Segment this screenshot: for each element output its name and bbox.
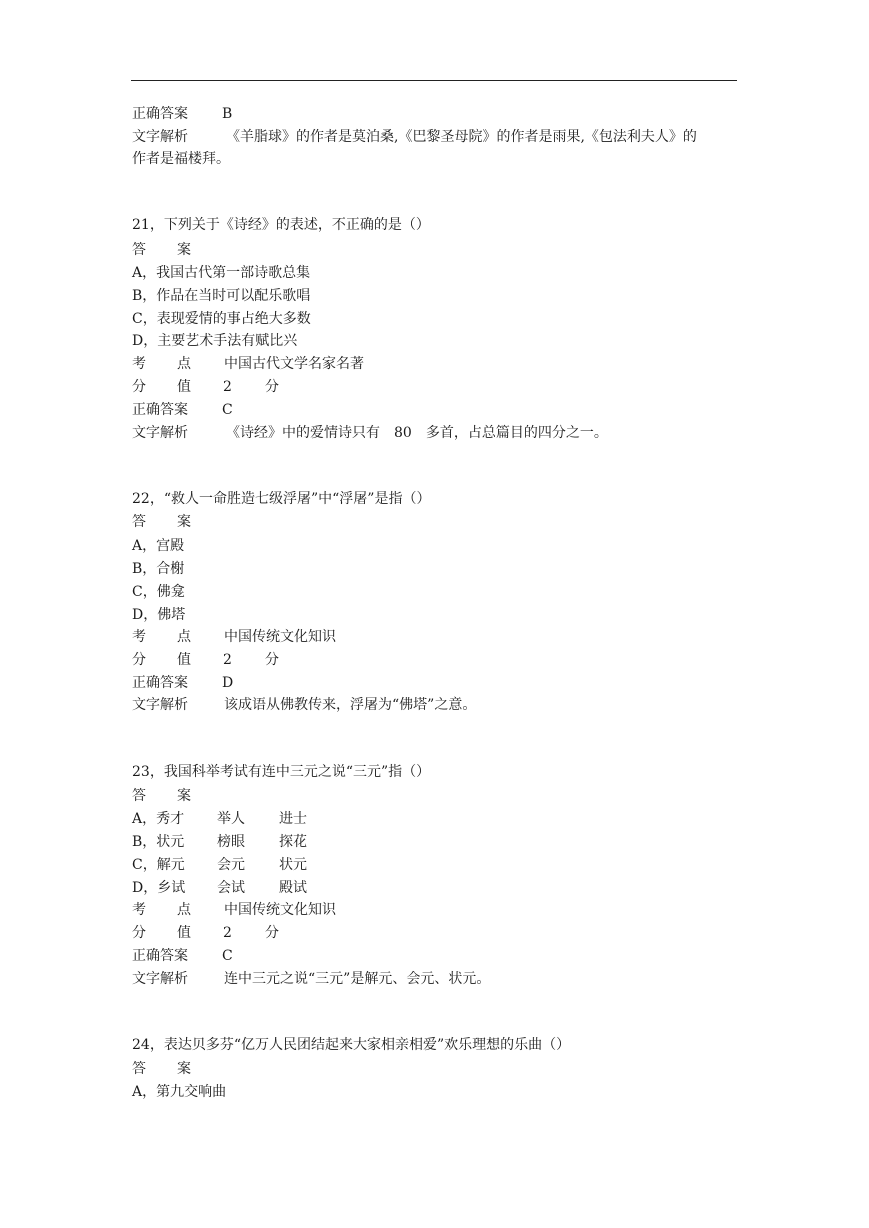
- question-22-option-c: C，佛龛: [132, 584, 185, 600]
- answer-header-b: 案: [177, 514, 191, 530]
- question-24-option-a: A，第九交响曲: [132, 1084, 227, 1100]
- answer-header-a: 答: [132, 242, 146, 258]
- question-21-knowledge-point: [132, 354, 364, 374]
- option-col-2: 榜眼: [217, 834, 245, 850]
- question-22-correct: [132, 673, 234, 693]
- option-col-2: 会试: [217, 880, 245, 896]
- explain-text: 《诗经》中的爱情诗只有 80 多首，占总篇目的四分之一。: [226, 425, 608, 441]
- kp-label-b: 点: [177, 902, 191, 918]
- prev-explain-label: 文字解析: [132, 129, 188, 145]
- question-23-knowledge-point: [132, 900, 336, 920]
- score-unit: 分: [265, 652, 279, 668]
- correct-label: 正确答案: [132, 948, 188, 964]
- correct-value: C: [222, 402, 233, 418]
- score-label-a: 分: [132, 925, 146, 941]
- question-21-explain: [132, 423, 608, 443]
- question-22-option-d: D，佛塔: [132, 607, 186, 623]
- score-label-a: 分: [132, 379, 146, 395]
- question-22-option-b: B，合榭: [132, 561, 185, 577]
- question-22-option-a: A，宫殿: [132, 538, 185, 554]
- question-21-option-a: A，我国古代第一部诗歌总集: [132, 265, 311, 281]
- question-24-title: 24，表达贝多芬“亿万人民团结起来大家相亲相爱”欢乐理想的乐曲（）: [132, 1037, 571, 1053]
- kp-label-a: 考: [132, 902, 146, 918]
- score-number: 2: [223, 925, 232, 941]
- question-23-option-b: [132, 832, 307, 852]
- question-21-option-c: C，表现爱情的事占绝大多数: [132, 311, 311, 327]
- score-label-b: 值: [177, 925, 191, 941]
- explain-label: 文字解析: [132, 425, 188, 441]
- question-21-correct: [132, 400, 233, 420]
- question-22-title: 22，“救人一命胜造七级浮屠”中“浮屠”是指（）: [132, 491, 431, 507]
- score-unit: 分: [265, 379, 279, 395]
- prev-answer-row: [132, 104, 233, 124]
- kp-label-b: 点: [177, 629, 191, 645]
- correct-value: C: [222, 948, 233, 964]
- score-unit: 分: [265, 925, 279, 941]
- score-number: 2: [223, 652, 232, 668]
- option-col-3: 探花: [279, 834, 307, 850]
- kp-label-b: 点: [177, 356, 191, 372]
- question-23-option-a: [132, 809, 307, 829]
- explain-label: 文字解析: [132, 971, 188, 987]
- question-23-score: [132, 923, 279, 943]
- question-23-answer-header: [132, 786, 191, 806]
- score-label-b: 值: [177, 652, 191, 668]
- question-24-answer-header: [132, 1059, 191, 1079]
- prev-answer-label: 正确答案: [132, 106, 188, 122]
- score-label-a: 分: [132, 652, 146, 668]
- kp-value: 中国古代文学名家名著: [224, 356, 364, 372]
- explain-text: 连中三元之说“三元”是解元、会元、状元。: [224, 971, 491, 987]
- option-col-3: 状元: [279, 857, 307, 873]
- question-22-knowledge-point: [132, 627, 336, 647]
- question-23-option-d: [132, 878, 307, 898]
- question-22-score: [132, 650, 279, 670]
- prev-explain-cont: 作者是福楼拜。: [132, 151, 230, 167]
- question-22-answer-header: [132, 512, 191, 532]
- kp-value: 中国传统文化知识: [224, 902, 336, 918]
- question-23-option-c: [132, 855, 307, 875]
- answer-header-b: 案: [177, 788, 191, 804]
- prev-answer-value: B: [222, 106, 233, 122]
- kp-value: 中国传统文化知识: [224, 629, 336, 645]
- correct-value: D: [222, 675, 234, 691]
- correct-label: 正确答案: [132, 675, 188, 691]
- question-23-title: 23，我国科举考试有连中三元之说“三元”指（）: [132, 764, 431, 780]
- question-21-title: 21，下列关于《诗经》的表述，不正确的是（）: [132, 217, 430, 233]
- question-21-answer-header: [132, 240, 191, 260]
- answer-header-a: 答: [132, 514, 146, 530]
- kp-label-a: 考: [132, 629, 146, 645]
- kp-label-a: 考: [132, 356, 146, 372]
- answer-header-b: 案: [177, 1061, 191, 1077]
- header-rule: [131, 80, 737, 81]
- option-col-1: C，解元: [132, 857, 185, 873]
- answer-header-a: 答: [132, 1061, 146, 1077]
- explain-label: 文字解析: [132, 697, 188, 713]
- option-col-3: 殿试: [279, 880, 307, 896]
- explain-text: 该成语从佛教传来，浮屠为“佛塔”之意。: [224, 697, 477, 713]
- answer-header-b: 案: [177, 242, 191, 258]
- option-col-2: 举人: [217, 811, 245, 827]
- question-21-score: [132, 377, 279, 397]
- option-col-1: B，状元: [132, 834, 185, 850]
- question-23-correct: [132, 946, 233, 966]
- prev-explain-text: 《羊脂球》的作者是莫泊桑,《巴黎圣母院》的作者是雨果,《包法利夫人》的: [226, 129, 697, 145]
- option-col-1: D，乡试: [132, 880, 186, 896]
- correct-label: 正确答案: [132, 402, 188, 418]
- option-col-1: A，秀才: [132, 811, 185, 827]
- question-21-option-d: D，主要艺术手法有赋比兴: [132, 333, 298, 349]
- question-23-explain: [132, 969, 491, 989]
- score-number: 2: [223, 379, 232, 395]
- option-col-3: 进士: [279, 811, 307, 827]
- option-col-2: 会元: [217, 857, 245, 873]
- answer-header-a: 答: [132, 788, 146, 804]
- question-21-option-b: B，作品在当时可以配乐歌唱: [132, 288, 311, 304]
- score-label-b: 值: [177, 379, 191, 395]
- prev-explain-row: [132, 127, 697, 147]
- question-22-explain: [132, 695, 477, 715]
